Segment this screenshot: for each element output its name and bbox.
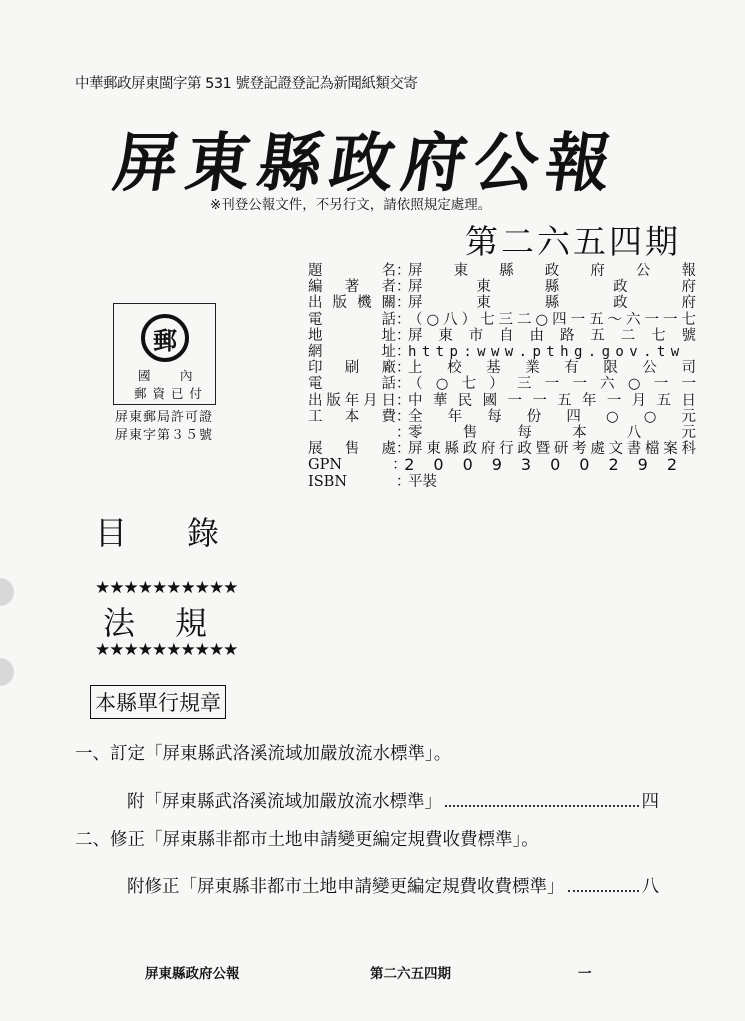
info-value: 平裝 [408,473,437,490]
colon: ： [396,344,411,361]
info-value: http:www.pthg.gov.tw [408,344,685,361]
info-label: 印刷廠 [308,360,396,377]
toc-entry[interactable] [127,788,659,813]
toc-entry[interactable] [127,873,659,898]
gazette-title: 屏東縣政府公報 [108,126,624,201]
postal-registration: 中華郵政屏東閩字第 531 號登記證登記為新聞紙類交寄 [75,76,418,92]
footer-issue: 第二六五四期 [370,966,451,982]
colon: ： [396,473,411,490]
colon: ： [396,311,411,328]
info-label: 出版機關 [308,295,396,312]
toc-page-number: 四 [641,792,659,812]
info-row [308,409,696,425]
binding-hole [0,578,14,606]
info-row [308,457,696,473]
stamp-text: 內 [180,368,193,383]
notice: ※刊登公報文件，不另行文，請依照規定處理。 [210,197,492,213]
postal-seal-icon: 郵 [141,314,189,362]
publication-info [308,263,696,490]
info-value: 屏東縣政府 [408,295,696,312]
info-row [308,312,696,328]
colon: ： [396,441,411,458]
toc-page-number: 八 [641,877,659,897]
section-heading: 法規 [103,604,248,642]
toc-entry[interactable]: 二、修正「屏東縣非都市土地申請變更編定規費收費標準」。 [75,830,539,850]
info-label [308,425,396,441]
info-label: GPN [308,457,343,474]
info-value: 屏東縣政府 [408,279,696,296]
postal-permit-number: 屏東字第３５號 [115,428,214,443]
info-label: 出版年月日 [308,392,396,409]
info-row [308,328,696,344]
issue-number: 第二六五四期 [465,222,681,261]
info-value: 2009300292 [404,455,696,475]
info-label: ISBN [308,473,348,490]
toc-entry[interactable]: 一、訂定「屏東縣武洛溪流域加嚴放流水標準」。 [75,744,452,764]
colon: ： [396,295,411,312]
star-divider: ★★★★★★★★★★ [95,640,238,660]
colon: ： [396,392,411,409]
info-label: 展售處 [308,441,396,458]
info-row [308,279,696,295]
category-heading: 本縣單行規章 [90,685,226,719]
leader-dots [445,805,639,807]
stamp-text: 國 [138,368,151,383]
colon: ： [396,279,411,296]
info-label: 題名 [308,263,396,279]
info-label: 電話 [308,376,396,393]
info-row [308,376,696,392]
info-row [308,263,696,279]
info-label: 電話 [308,311,396,328]
colon: ： [396,376,411,393]
colon: ： [396,360,411,377]
colon: ： [392,457,407,474]
binding-hole [0,658,14,686]
toc-heading: 目錄 [95,514,280,552]
info-row [308,393,696,409]
colon: ： [396,408,411,425]
toc-entry-title: 附「屏東縣武洛溪流域加嚴放流水標準」 [127,792,442,812]
info-label: 編著者 [308,279,396,296]
postage-paid-stamp [113,303,216,405]
info-row [308,344,696,360]
info-row [308,425,696,441]
info-value: 屏東縣政府行政暨研考處文書檔案科 [408,441,696,458]
info-label: 地址 [308,327,396,344]
info-row [308,474,696,490]
info-value: 屏東市自由路五二七號 [408,327,696,344]
info-value: 全年每份四○○元 [408,408,696,425]
info-value: （○七）三一一六○一一 [408,376,696,393]
leader-dots [568,890,639,892]
info-value: （○八）七三二○四一五～六一一七 [408,311,696,328]
toc-entry-title: 附修正「屏東縣非都市土地申請變更編定規費收費標準」 [127,877,565,897]
info-row [308,360,696,376]
info-value: 上校基業有限公司 [408,360,696,377]
colon: ： [396,327,411,344]
info-value: 屏東縣政府公報 [408,263,696,279]
colon: ： [396,425,411,442]
info-label: 網址 [308,344,396,361]
footer-publication: 屏東縣政府公報 [145,966,240,982]
star-divider: ★★★★★★★★★★ [95,578,238,598]
info-value: 中華民國一一五年一月五日 [408,392,696,409]
info-row [308,295,696,311]
stamp-text: 郵 資 已 付 [134,386,203,401]
postal-permit: 屏東郵局許可證 [115,410,214,425]
info-label: 工本費 [308,408,396,425]
footer-page-number: 一 [578,966,592,982]
info-value: 零售每本八元 [408,425,696,442]
colon: ： [396,263,411,279]
